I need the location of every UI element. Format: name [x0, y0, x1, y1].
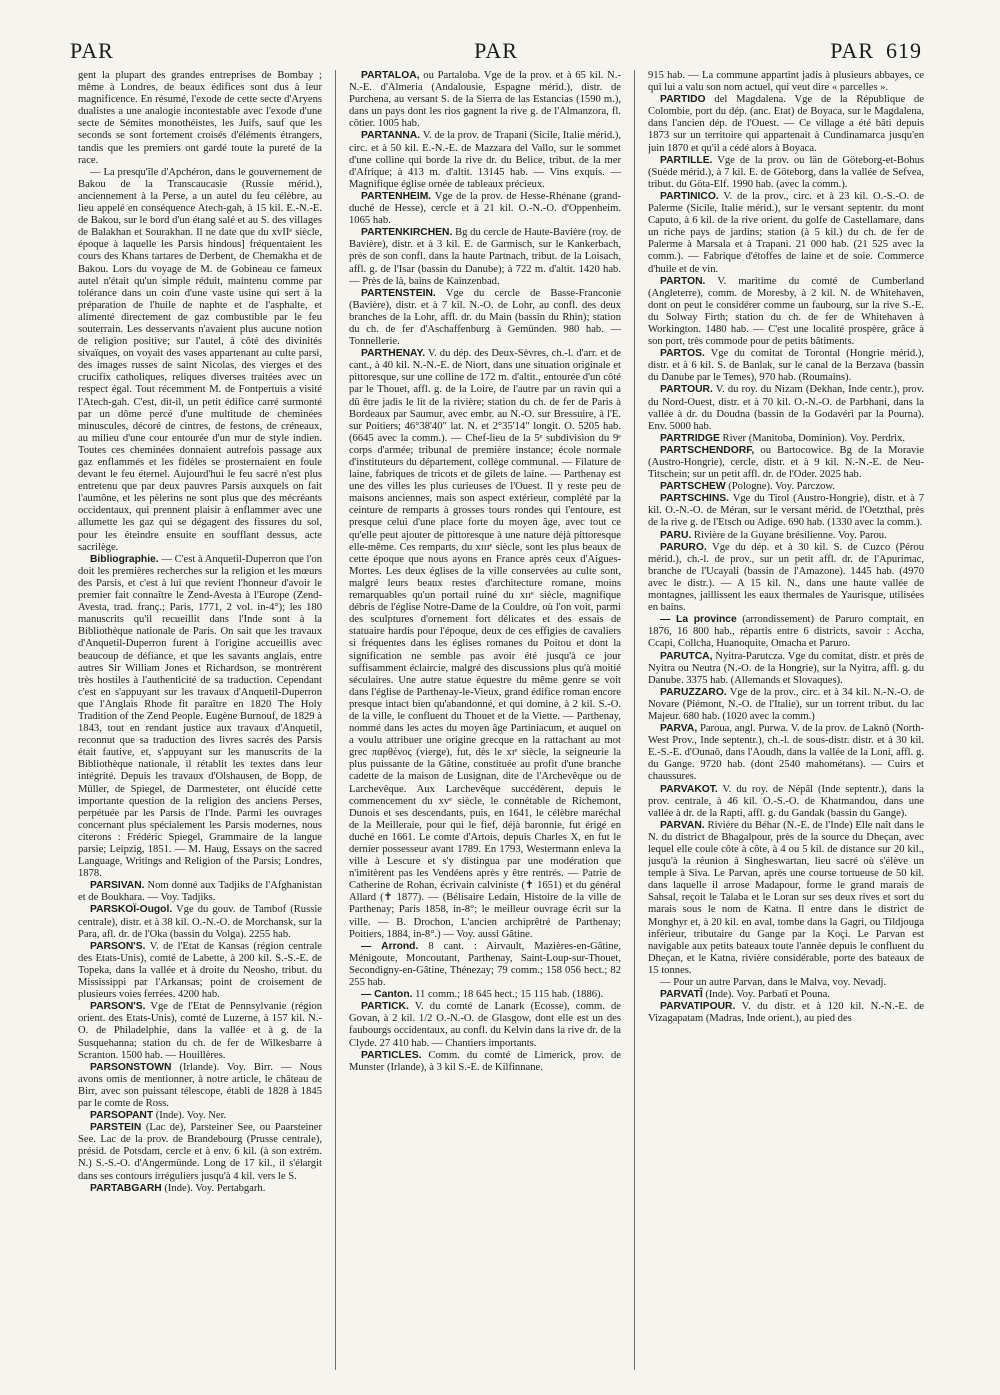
entry-headword: PARVATÎ — [660, 989, 703, 1001]
entry-text: 11 comm.; 18 645 hect.; 15 115 hab. (1886). — [412, 989, 604, 1001]
entry-headword: PARSKOÏ-Ougol. — [90, 904, 173, 916]
entry-headword: PARTANNA. — [361, 130, 421, 142]
dictionary-entry — [349, 227, 621, 287]
column-1 — [78, 70, 322, 1375]
dictionary-entry — [349, 288, 621, 348]
entry-headword: PARSONSTOWN — [90, 1061, 172, 1073]
entry-text: Paroua, angl. Purwa. V. de la prov. de Laknô (North-West Prov., Inde septentr.), ch.-l. de sous-distr. distr. et à 30 kil. E.-S.-E. d'Ounaô, dans l'Aoudh, dans la vallée de la Loni, affl. g. du Gange. 9720 hab. (dont 2540 mahométans). — Cuirs et chaussures. — [648, 723, 924, 783]
entry-headword: PARTICLES. — [361, 1049, 422, 1061]
entry-headword: PARUZZARO. — [660, 686, 727, 698]
entry-headword: PARTOS. — [660, 348, 705, 360]
entry-headword: PARTICK. — [361, 1001, 409, 1013]
entry-headword: PARVAN. — [660, 819, 705, 831]
entry-text: (Inde). Voy. Pertabgarh. — [161, 1182, 266, 1194]
entry-text: V. du roy. de Népâl (Inde septentr.), dans la prov. centrale, à 46 kil. O.-S.-O. de Khatmandou, dans une vallée à dr. de la Rapti, affl. g. du Gandak (bassin du Gange). — [648, 783, 924, 819]
dictionary-entry — [648, 687, 924, 723]
entry-text: (arrondissement) de Paruro comptait, en 1876, 16 800 hab., répartis entre 6 districts, savoir : Accha, Ccapi, Collcha, Huanoquite, Omacha et Paruro. — [648, 614, 924, 650]
entry-text: Vge du cercle de Basse-Franconie (Bavière), distr. et à 7 kil. N.-O. de Lohr, au confl. des deux branches de la Lohr, affl. dr. du Main (bassin du Rhin); station du ch. de fer d'Aschaffenburg à Gemünden. 980 hab. — Tonnellerie. — [349, 287, 621, 348]
dictionary-entry — [648, 493, 924, 529]
column-divider — [335, 70, 336, 1370]
entry-headword: PARSOPANT — [90, 1110, 154, 1122]
dictionary-entry — [648, 614, 924, 650]
entry-headword: PARTENSTEIN. — [361, 287, 436, 299]
dictionary-entry — [78, 1183, 322, 1195]
entry-text: V. du roy. du Nizam (Dekhan, Inde centr.), prov. du Nord-Ouest, distr. et à 70 kil. O.-N.-O. de Parbhani, dans la vallée à dr. du Doudna (bassin de la Godavéri par la Pourna). Env. 5000 hab. — [648, 384, 924, 432]
entry-text: V. du comté de Lanark (Ecosse), comm. de Govan, à 2 kil. 1/2 O.-N.-O. de Glasgow, dont elle est un des faubourgs occidentaux, au confl. du Kelvin dans la rive dr. de la Clyde. 27 410 hab. — Chantiers importants. — [349, 1001, 621, 1049]
running-head — [70, 38, 922, 68]
dictionary-entry — [78, 880, 322, 904]
entry-text: ou Bartocowice. Bg de la Moravie (Austro-Hongrie), cercle, distr. et à 9 kil. N.-N.-E. de Neu-Titschein; sur un petit affl. dr. de l'Oder. 2025 hab. — [648, 444, 924, 481]
entry-text: Vge de l'Etat de Pennsylvanie (région orient. des Etats-Unis), comté de Luzerne, à 157 kil. N.-O. de Philadelphie, dans la vallée et à g. de la Susquehanna; station du ch. de fer de Wilkesbarre à Scranton. 1500 hab. — Houillères. — [78, 1001, 322, 1061]
entry-headword: — Canton. — [361, 989, 413, 1001]
entry-headword: PARUTCA, — [660, 650, 713, 662]
dictionary-entry — [349, 191, 621, 227]
entry-headword: PARTIDO — [660, 94, 706, 106]
entry-text: V. de l'Etat de Kansas (région centrale des Etats-Unis), comté de Labette, à 200 kil. S.-S.-E. de Topeka, dans la vallée et à droite du Neosho, tribut. du Mississippi par l'Arkansas; point de croisement de plusieurs voies ferrées. 4200 hab. — [78, 940, 322, 1001]
running-head-right: PAR — [830, 38, 874, 63]
dictionary-entry — [648, 384, 924, 432]
entry-headword: PARSON'S. — [90, 940, 146, 952]
column-divider — [634, 70, 635, 1370]
paragraph: — Pour un autre Parvan, dans le Malva, voy. Nevadj. — [660, 977, 887, 989]
page-number: 619 — [886, 38, 922, 63]
entry-headword: Bibliographie. — [90, 553, 159, 565]
entry-text: V. du distr. et à 120 kil. N.-N.-E. de Vizagapatam (Madras, Inde orient.), au pied des — [648, 1001, 924, 1025]
entry-text: Vge de la prov., circ. et à 34 kil. N.-N.-O. de Novare (Piémont, N.-O. de l'Italie), sur un torrent tribut. du lac Majeur. 680 hab. (1020 avec la comm.) — [648, 686, 924, 722]
entry-headword: PARTSCHENDORF, — [660, 444, 755, 456]
dictionary-entry — [349, 1001, 621, 1049]
dictionary-entry — [648, 155, 924, 191]
entry-headword: PARVATIPOUR. — [660, 1001, 736, 1013]
entry-headword: PARTRIDGE — [660, 432, 720, 444]
dictionary-entry — [78, 1122, 322, 1182]
continued-paragraph: 915 hab. — La commune appartint jadis à plusieurs abbayes, ce qui lui a valu son nom actuel, qui veut dire « parcelles ». — [648, 70, 924, 94]
dictionary-entry — [648, 542, 924, 615]
entry-text: (Lac de), Parsteiner See, ou Paarsteiner See. Lac de la prov. de Brandebourg (Prusse centrale), présid. de Potsdam, cercle et à env. 6 kil. (à son extrém. N.) S.-S.-O. d'Angermünde. Long de 17 kil., il s'élargit dans ses contours irréguliers jusqu'à 4 kil. vers le S. — [78, 1122, 322, 1182]
dictionary-entry — [648, 481, 924, 493]
entry-headword: — La province — [660, 614, 737, 626]
entry-text: River (Manitoba, Dominion). Voy. Perdrix. — [719, 432, 906, 444]
entry-text: (Irlande). Voy. Birr. — Nous avons omis de mentionner, à notre article, le château de Birr, avec son puissant télescope, établi de 1828 à 1845 par le comte de Ross. — [78, 1061, 322, 1109]
entry-text: Vge du dép. et à 30 kil. S. de Cuzco (Pérou mérid.), ch.-l. de prov., sur un petit affl. dr. de l'Apurimac, branche de l'Ucayali (bassin de l'Amazone). 1445 hab. (4970 avec le distr.). — A 15 kil. N., dans une haute vallée de montagnes, jaillissent les eaux thermales de Yaurisque, utilisées en bains. — [648, 541, 924, 614]
entry-text: Vge du comitat de Torontal (Hongrie mérid.), distr. et à 6 kil. S. de Banlak, sur le canal de la Berzava (bassin du Danube par le Temes), 970 hab. (Roumains). — [648, 348, 924, 384]
entry-headword: PARTSCHEW — [660, 481, 726, 493]
dictionary-entry — [78, 1110, 322, 1122]
running-head-left: PAR — [70, 38, 114, 63]
entry-text: V. de la prov. de Trapani (Sicile, Italie mérid.), circ. et à 50 kil. E.-N.-E. de Mazzara del Vallo, sur le sommet d'une colline qui borde la rive dr. du Belice, tribut. de la mer d'Afrique; à 413 m. d'altit. 13145 hab. — Vins exquis. — Magnifique église ornée de tableaux précieux. — [349, 130, 621, 190]
entry-text: (Pologne). Voy. Parczow. — [725, 481, 836, 493]
entry-text: 8 cant. : Airvault, Mazières-en-Gâtine, Ménigoute, Moncoutant, Parthenay, Saint-Loup-sur-Thouet, Secondigny-en-Gâtine, Thénezay; 79 comm.; 158 056 hect.; 82 255 hab. — [349, 940, 621, 989]
entry-headword: PARSON'S. — [90, 1001, 146, 1013]
dictionary-entry — [78, 554, 322, 881]
dictionary-entry — [78, 941, 322, 1001]
entry-headword: PARSIVAN. — [90, 880, 145, 892]
entry-text: Vge de la prov. ou län de Göteborg-et-Bohus (Suède mérid.), à 7 kil. E. de Göteborg, dans la vallée de Sefvea, tribut. du Göta-Elf. 1990 hab. (avec la comm.). — [648, 154, 924, 190]
entry-text: Nyitra-Parutcza. Vge du comitat, distr. et près de Nyitra ou Neutra (N.-O. de la Hongrie), sur la Nyitra, affl. g. du Danube. 3375 hab. (Allemands et Slovaques). — [648, 650, 924, 686]
entry-text: — C'est à Anquetil-Duperron que l'on doit les premières recherches sur la religion et les mœurs des Parsis, et c'est à lui que revient l'honneur d'avoir le premier fait connaître le Zend-Avesta à l'Europe (Zend-Avesta, trad. franç.; Paris, 1771, 2 vol. in-4°); les 180 manuscrits qu'il recueillit dans l'Inde sont à la Bibliothèque nationale de Paris. On sait que les travaux d'Anquetil-Duperron furent à l'origine accueillis avec beaucoup de défiance, et que les savants anglais, entre autres Sir William Jones et Richardson, se montrèrent très hostiles à l'authenticité de sa traduction. Cependant c'est en s'appuyant sur les travaux d'Anquetil-Duperron que l'Anglais Rhode fit paraître en 1820 The Holy Tradition of the Zend People. Eugène Burnouf, de 1829 à 1843, tout en rendant justice aux travaux d'Anquetil, reconnut que sa traduction des livres sacrés des Parsis était fautive, et, s'appuyant sur les manuscrits de la Bibliothèque nationale, il rétablit les textes dans leur intégrité. Depuis les travaux d'Olshausen, de Bopp, de Müller, de Spiegel, de Darmesteter, ont élucidé cette importante question de la religion des anciens Perses, perpétuée par les Parsis de l'Inde. Parmi les ouvrages concernant plus spécialement les Parsis modernes, nous citerons : Frédéric Spiegel, Grammaire de la langue parsie; Leipzig, 1851. — M. Haug, Essays on the sacred Language, Writings and Religion of the Parsis; Londres, 1878. — [78, 553, 322, 880]
dictionary-entry — [648, 1001, 924, 1025]
dictionary-entry — [78, 904, 322, 940]
entry-text: Vge du Tirol (Austro-Hongrie), distr. et à 7 kil. O.-N.-O. de Méran, sur le versant mérid. de l'Oetzthal, près de la rive g. de l'Etsch ou Adige. 690 hab. (1330 avec la comm.). — [648, 493, 924, 529]
column-2 — [349, 70, 621, 1375]
dictionary-entry — [648, 651, 924, 687]
entry-headword: — Arrond. — [361, 940, 419, 952]
dictionary-entry — [349, 70, 621, 130]
dictionary-entry — [349, 130, 621, 190]
entry-headword: PARTENKIRCHEN. — [361, 227, 453, 239]
entry-text: Vge du gouv. de Tambof (Russie centrale), distr. et à 38 kil. O.-N.-O. de Morchansk, sur la Para, afl. dr. de l'Oka (bassin du Volga). 2255 hab. — [78, 904, 322, 940]
entry-text: Rivière du Béhar (N.-E. de l'Inde) Elle naît dans le N. du district de Bhagalpour, près de la source du Dheçan, avec lequel elle coule côte à côte, à 4 ou 5 kil. de distance sur 20 kil., jusqu'à la réunion à Singheswartan, lieu sacré où s'élève un temple à Siva. Le Parvan, après une course tortueuse de 50 kil. dans laquelle il arrose Madapour, forme le grand marais de Sahsal, reçoit le Talaba et le Loran sur ses deux rives et sort du marais sous le nom de Katna. Il entre dans le district de Monghyr et, à 20 kil. en aval, tombe dans la Gagri, ou Tildjouga inférieur, tributaire du Gange par la Koçi. Le Parvan est navigable aux petits bateaux toute l'année depuis le confluent du Dheçan, et le Katna, rivière considérable, porte des bateaux de 15 tonnes. — [648, 819, 924, 976]
entry-text: ou Partaloba. Vge de la prov. et à 65 kil. N.-N.-E. d'Almeria (Andalousie, Espagne mérid.), distr. de Purchena, au versant S. de la Sierra de las Estancias (1590 m.), dans un pays dont les rios gagnent la rive g. de l'Almanzora, fl. côtier. 1005 hab. — [349, 70, 621, 130]
entry-headword: PARTILLE. — [660, 154, 713, 166]
dictionary-entry — [349, 941, 621, 989]
dictionary-entry — [648, 820, 924, 977]
entry-headword: PARURO. — [660, 541, 707, 553]
entry-text: del Magdalena. Vge de la République de Colombie, port du dép. (anc. Etat) de Boyaca, sur le Magdalena, dans l'ancien dép. de l'Ouest. — Ce village a été bâti depuis 1873 sur un territoire qui appartenait à Cundinamarca jusqu'en juin 1870 et qu'il a cédé alors à Boyaca. — [648, 94, 924, 154]
entry-headword: PARTON. — [660, 275, 706, 287]
entry-headword: PARTINICO. — [660, 190, 719, 202]
dictionary-entry — [648, 191, 924, 276]
running-head-center: PAR — [474, 38, 518, 63]
entry-text: (Inde). Voy. Ner. — [153, 1110, 227, 1122]
entry-headword: PARTOUR. — [660, 384, 713, 396]
entry-headword: PARVA, — [660, 723, 698, 735]
entry-text: V. maritime du comté de Cumberland (Angleterre), comm. de Moresby, à 2 kil. N. de Whitehaven, dont on peut le considérer comme un faubourg, sur la rive S.-E. du Solway Firth; station du ch. de fer de Whitehaven à Workington. 1480 hab. — C'est une localité prospère, grâce à son port, très commode pour de petits bâtiments. — [648, 275, 924, 348]
entry-text: Bg du cercle de Haute-Bavière (roy. de Bavière), distr. et à 3 kil. E. de Garmisch, sur le Kankerbach, près de son confl. dans la haute Partnach, tribut. de la Loisach, affl. g. de l'Isar (bassin du Danube); à 722 m. d'altit. 1420 hab. — Près de là, bains de Kainzenbad. — [349, 227, 621, 287]
entry-headword: PARSTEIN — [90, 1122, 142, 1134]
entry-text: Rivière de la Guyane brésilienne. Voy. Parou. — [691, 529, 887, 541]
entry-text: V. du dép. des Deux-Sèvres, ch.-l. d'arr. et de cant., à 40 kil. N.-N.-E. de Niort, dans une situation originale et pittoresque, sur une colline de 172 m. d'altit., entourée d'un côté par le Thouet, affl. g. de la Loire, de l'autre par un ravin qui a dû être jadis le lit de la rivière; station du ch. de fer de Paris à Bordeaux par Saumur, avec embr. au N.-O. sur Bressuire, à l'E. sur Poitiers; 46°38'40" lat. N. et 2°35'14" longit. O. 5205 hab. (6645 avec la comm.). — Chef-lieu de la 5ᵉ subdivision du 9ᵉ corps d'armée; tribunal de première instance; école normale d'instituteurs du département, collège communal. — Filature de laine, fabriques de tricots et de gilets de laine. — Parthenay est une des villes les plus curieuses de l'Ouest. Il y reste peu de maisons anciennes, mais son aspect extérieur, complété par la ceinture de remparts à grosses tours rondes qui l'entoure, est presque celui d'une place forte du moyen âge, avec tout ce qu'elle peut ajouter de pittoresque à une nature déjà pittoresque elle-même. Ces remparts, du xɪɪɪᵉ siècle, sont les plus beaux de cette époque que nous ayons en France après ceux d'Aigues-Mortes. Les deux églises de la ville conservées au culte sont, malgré leurs beaux restes d'architecture romane, moins remarquables qu'un portail ruiné du xɪɪᵉ siècle, magnifique débris de l'église Notre-Dame de la Couldre, où l'on voit, parmi des sculptures d'ornement fort délicates et des essais de statuaire hardis pour l'époque, deux de ces effigies de cavaliers si fréquentes dans les églises romanes du Poitou et dont la signification ne semble pas avoir été jusqu'à ce jour suffisamment éclaircie, malgré des discussions plus qu'à moitié séculaires. Une autre statue équestre du même genre se voit dans l'église de Parthenay-le-Vieux, grand édifice roman encore presque intact bien qu'abandonné, et qui domine, à 2 kil. S.-O. de la ville, le confluent du Thouet et de la Viette. — Parthenay, nommé dans les actes du moyen âge Partiniacum, et auquel on a voulu attribuer une origine grecque en la rattachant au mot grec παρθένος (vierge), fut, dès le xɪᵉ siècle, la seigneurie la plus puissante de la Gâtine, constituée au profit d'une branche cadette de la maison de Lusignan, dite de l'Archevêque ou de Larchevêque. Aux Larchevêque succédèrent, depuis le commencement du xvᵉ siècle, le connétable de Richemont, Dunois et ses descendants, puis, en 1641, le célèbre maréchal de la Meilleraie, pour qui le fief, déjà baronnie, fut érigé en duché en 1661. Le comte d'Artois, depuis Charles X, en fut le dernier possesseur avant 1789. En 1793, Westermann enleva la ville à Lescure et s'y distingua par une modération que n'imitèrent pas les Vendéens après y être rentrés. — Patrie de Catherine de Rohan, écrivain calviniste (✝ 1651) et du général Allard (✝ 1877). — (Bélisaire Ledain, Histoire de la ville de Parthenay; Paris 1858, in-8°; le meilleur ouvrage écrit sur la ville. — B. Drochon, L'ancien archiprêtré de Parthenay; Poitiers, 1884, in-8°.) — Voy. aussi Gâtine. — [349, 348, 621, 940]
entry-text: V. de la prov., circ. et à 23 kil. O.-S.-O. de Palerme (Sicile, Italie mérid.), sur le versant septentr. du mont Caputo, à 6 kil. de la rive orient. du golfe de Castellamare, dans un riche pays de jardins; station (à 5 kil.) du ch. de fer de Palerme à Marsala et à Trapani. 21 000 hab. (21 525 avec la comm.). — Fabrique d'étoffes de laine et de soie. Commerce d'huile et de vin. — [648, 190, 924, 275]
dictionary-entry — [648, 784, 924, 820]
text-columns — [78, 70, 924, 1375]
column-3 — [648, 70, 924, 1375]
entry-text: Nom donné aux Tadjiks de l'Afghanistan et de Boukhara. — Voy. Tadjiks. — [78, 880, 322, 904]
entry-headword: PARVAKOT. — [660, 783, 718, 795]
dictionary-entry — [648, 433, 924, 445]
entry-text: Comm. du comté de Limerick, prov. de Munster (Irlande), à 3 kil S.-E. de Kilfinnane. — [349, 1049, 621, 1073]
entry-headword: PARTHENAY. — [361, 348, 426, 360]
dictionary-entry — [349, 1050, 621, 1074]
dictionary-entry — [349, 989, 621, 1001]
entry-text: Vge de la prov. de Hesse-Rhénane (grand-duché de Hesse), cercle et à 21 kil. O.-N.-O. d'Oppenheim. 1065 hab. — [349, 190, 621, 227]
dictionary-entry — [648, 94, 924, 154]
dictionary-entry — [648, 445, 924, 481]
dictionary-entry — [349, 348, 621, 941]
dictionary-entry — [648, 723, 924, 783]
dictionary-entry — [648, 276, 924, 349]
dictionary-entry — [78, 1062, 322, 1110]
entry-headword: PARTENHEIM. — [361, 190, 432, 202]
dictionary-entry — [648, 530, 924, 542]
entry-headword: PARTALOA, — [361, 70, 420, 81]
entry-headword: PARTSCHINS. — [660, 493, 730, 505]
entry-text: (Inde). Voy. Parbatî et Pouna. — [702, 989, 830, 1001]
continued-paragraph: gent la plupart des grandes entreprises de Bombay ; même à Londres, de beaux édifices sont dus à leur magnificence. En résumé, l'exode de cette secte d'Aryens dualistes a une analogie incontestable avec l'exode d'une secte de Sémites monothéistes, les Juifs, sauf que les seconds se sont fortement croisés d'éléments étrangers, tandis que les premiers ont gardé toute la pureté de la race. — [78, 70, 322, 166]
dictionary-entry — [78, 1001, 322, 1061]
dictionary-entry — [648, 348, 924, 384]
entry-headword: PARU. — [660, 529, 692, 541]
dictionary-entry — [648, 989, 924, 1001]
paragraph: — La presqu'île d'Apchéron, dans le gouvernement de Bakou de la Transcaucasie (Russie mérid.), anciennement à la Perse, a un autel du feu célèbre, au lieu appelé en conséquence Atech-gah, à 15 kil. E.-N.-E. de Bakou, sur le bord d'un étang salé et au S. des villages de Balakhan et Sourakhan. Il ne date que du xvIIᵉ siècle, époque à laquelle les Parsis hindous] fréquentaient les cours des Khans tartares de Derbent, de Chemakha et de Bakou. Lors du voyage de M. de Gobineau ce fameux autel n'était qu'un simple réduit, maintenu comme par tolérance dans un coin d'une vaste usine qui sert à la préparation de l'huile de naphte et de l'asphalte, et alimenté directement de gaz combustible par le feu souterrain. Les desservants n'avaient plus aucune notion de religion positive; sur l'autel, à côté des divinités sivaïques, on voyait des vases appartenant au culte parsi, des images russes de saint Nicolas, des vierges et des crucifix catholiques, reliques diverses traitées avec un respect égal. Tout récemment M. de Fontpertuis a visité l'Atech-gah. C'est, dit-il, un petit édifice carré surmonté par un dôme percé d'une multitude de cheminées minuscules, décoré de cintres, de festons, de créneaux, au milieu d'une cour entourée d'un mur de style indien. Toutes ces cheminées donnaient autrefois passage aux gaz enflammés et les fidèles se prosternaient en foule devant le feu éternel. Aujourd'hui le feu sacré n'est plus entretenu que par deux pauvres Parsis auxquels on fait l'aumône, et les pèlerins ne sont plus que des mécréants occidentaux, qui prennent plaisir à enflammer avec une allumette les gaz qui se dégagent des fissures du sol, pour les éteindre ensuite en soufflant dessus, acte sacrilège. — [78, 166, 322, 553]
entry-headword: PARTABGARH — [90, 1182, 162, 1194]
